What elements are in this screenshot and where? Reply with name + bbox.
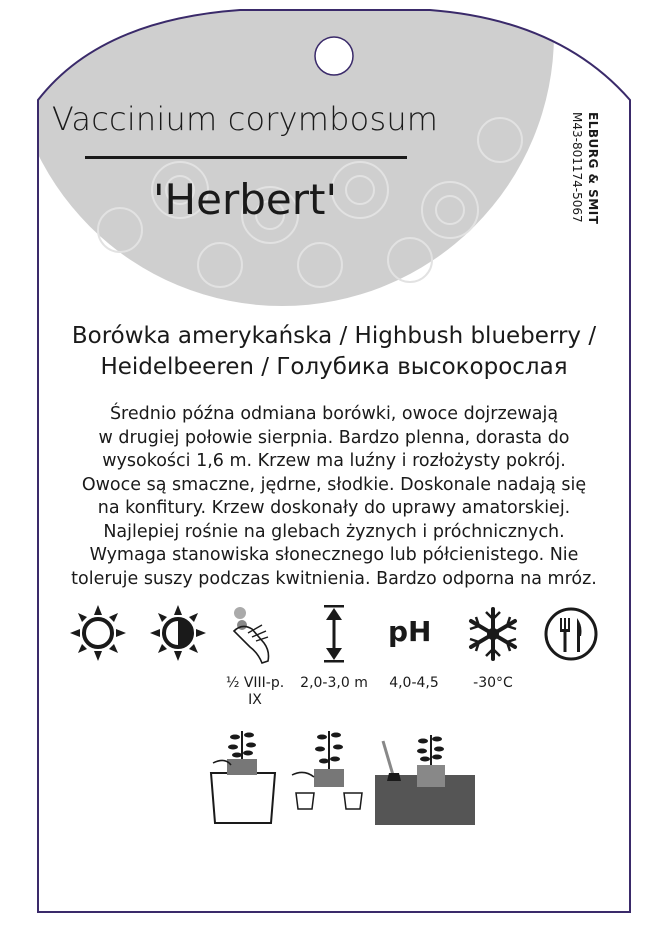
snowflake-icon bbox=[465, 606, 521, 662]
fork-knife-icon bbox=[543, 606, 599, 662]
description-line: w drugiej połowie sierpnia. Bardzo plenna, dorasta do bbox=[98, 427, 570, 448]
height-arrow-icon bbox=[320, 605, 348, 663]
description-line: Najlepiej rośnie na glebach żyznych i próchnicznych. bbox=[103, 521, 565, 542]
half-shade-icon bbox=[150, 605, 206, 661]
common-names-line-2: Heidelbeeren / Голубика высокорослая bbox=[100, 354, 568, 380]
plant-in-soil-icon bbox=[375, 735, 475, 825]
sun-icon bbox=[70, 605, 126, 661]
description-line: Średnio późna odmiana borówki, owoce dojrzewają bbox=[109, 404, 559, 424]
latin-name: Vaccinium corymbosum bbox=[51, 100, 439, 138]
product-code: M43-801174-5067 bbox=[570, 112, 584, 223]
brand-name: ELBURG & SMIT bbox=[586, 112, 600, 225]
common-names-line-1: Borówka amerykańska / Highbush blueberry / bbox=[71, 323, 597, 349]
ph-label: 4,0-4,5 bbox=[389, 675, 439, 691]
pot-plant-icon bbox=[205, 725, 281, 825]
description-line: na konfitury. Krzew doskonały do uprawy amatorskiej. bbox=[97, 498, 571, 518]
title-divider bbox=[85, 156, 407, 159]
harvest-hand-icon bbox=[228, 603, 280, 665]
ph-icon: pH bbox=[388, 615, 432, 648]
description-line: wysokości 1,6 m. Krzew ma luźny i rozłożysty pokrój. bbox=[102, 451, 566, 471]
description-line: Wymaga stanowiska słonecznego lub półcienistego. Nie bbox=[89, 545, 579, 565]
harvest-period-label-2: IX bbox=[248, 692, 262, 708]
header-circle bbox=[10, 0, 554, 306]
frost-label: -30°C bbox=[473, 675, 513, 691]
remove-pot-icon bbox=[290, 725, 366, 825]
description-line: toleruje suszy podczas kwitnienia. Bardzo odporna na mróz. bbox=[71, 568, 597, 589]
height-label: 2,0-3,0 m bbox=[300, 675, 368, 691]
cultivar-name: 'Herbert' bbox=[152, 175, 338, 224]
description bbox=[40, 403, 628, 591]
description-line: Owoce są smaczne, jędrne, słodkie. Doskonale nadają się bbox=[81, 474, 587, 495]
harvest-period-label: ½ VIII-p. bbox=[225, 675, 285, 691]
hang-hole bbox=[315, 37, 353, 75]
